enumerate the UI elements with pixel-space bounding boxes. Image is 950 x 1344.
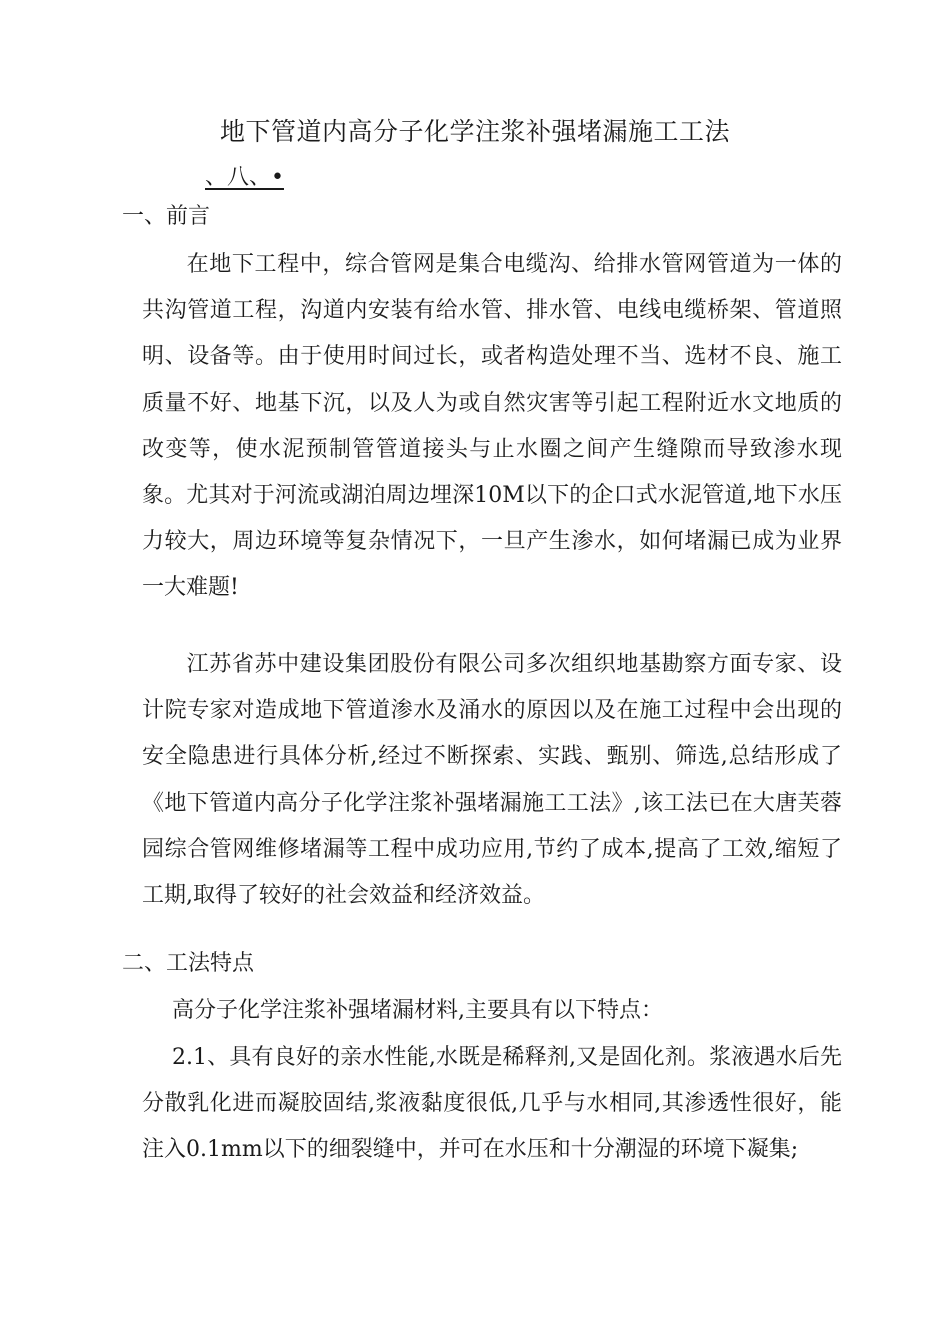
paragraph-text: 在地下工程中，综合管网是集合电缆沟、给排水管网管道为一体的共沟管道工程，沟道内安装有给水管、排水管、电线电缆桥架、管道照明、设备等。由于使用时间过长，或者构造处理不当、选材不良、施工质量不好、地基下沉，以及人为或自然灾害等引起工程附近水文地质的改变等，使水泥预制管管道接头与止水圈之间产生缝隙而导致渗水现象。尤其对于河流或湖泊周边埋深10M以下的企口式水泥管道,地下水压力较大，周边环境等复杂情况下，一旦产生渗水，如何堵漏已成为业界一大难题! [142, 252, 842, 601]
paragraph-text: 2.1、具有良好的亲水性能,水既是稀释剂,又是固化剂。浆液遇水后先分散乳化进而凝胶固结,浆液黏度很低,几乎与水相同,其渗透性很好，能注入0.1mm以下的细裂缝中，并可在水压和十分潮湿的环境下凝集; [142, 1045, 842, 1163]
paragraph-feature-2-1 [142, 1035, 842, 1174]
paragraph-features-intro [142, 988, 842, 1034]
section-heading-features: 二、工法特点 [122, 951, 255, 976]
document-subtitle: 、八、• [205, 165, 284, 190]
paragraph-foreword-1 [142, 242, 842, 612]
paragraph-text: 高分子化学注浆补强堵漏材料,主要具有以下特点： [172, 998, 663, 1023]
document-title: 地下管道内高分子化学注浆补强堵漏施工工法 [219, 117, 730, 146]
paragraph-text: 江苏省苏中建设集团股份有限公司多次组织地基勘察方面专家、设计院专家对造成地下管道渗水及涌水的原因以及在施工过程中会出现的安全隐患进行具体分析,经过不断探索、实践、甄别、筛选,总结形成了《地下管道内高分子化学注浆补强堵漏施工工法》,该工法已在大唐芙蓉园综合管网维修堵漏等工程中成功应用,节约了成本,提高了工效,缩短了工期,取得了较好的社会效益和经济效益。 [142, 652, 842, 909]
section-heading-foreword: 一、前言 [122, 204, 211, 229]
paragraph-foreword-2 [142, 642, 842, 919]
